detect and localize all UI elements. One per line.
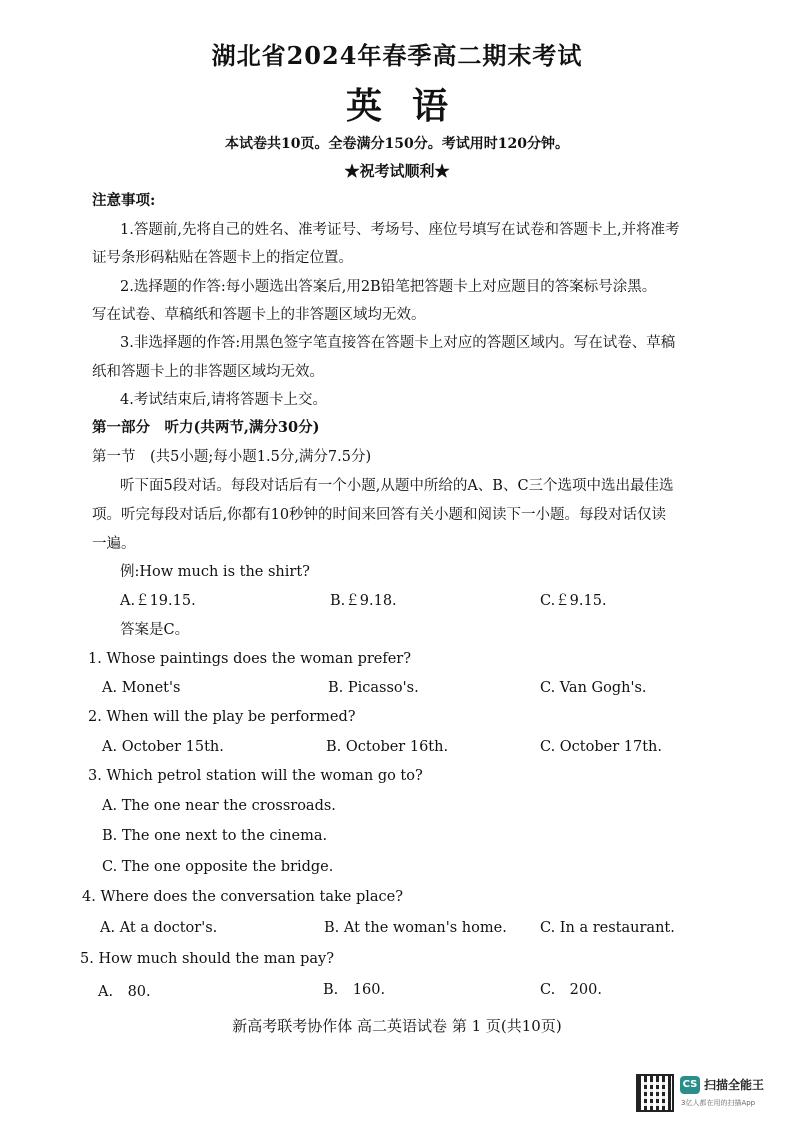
- exam-meta: 本试卷共10页。全卷满分150分。考试用时120分钟。: [225, 136, 569, 152]
- question-5: 5. How much should the man pay?: [80, 951, 334, 967]
- notice-item: 纸和答题卡上的非答题区域均无效。: [92, 364, 324, 380]
- question-3: 3. Which petrol station will the woman go to?: [88, 768, 423, 784]
- instruction-line: 一遍。: [92, 536, 136, 552]
- notice-item: 1.答题前,先将自己的姓名、准考证号、考场号、座位号填写在试卷和答题卡上,并将准考: [120, 222, 680, 238]
- part1-heading: 第一部分 听力(共两节,满分30分): [92, 419, 320, 436]
- question-4-option-c: C. In a restaurant.: [540, 920, 675, 936]
- notice-item: 3.非选择题的作答:用黑色签字笔直接答在答题卡上对应的答题区域内。写在试卷、草稿: [120, 335, 676, 351]
- instruction-line: 听下面5段对话。每段对话后有一个小题,从题中所给的A、B、C三个选项中选出最佳选: [120, 478, 674, 494]
- example-answer: 答案是C。: [120, 622, 190, 638]
- question-1-option-b: B. Picasso's.: [328, 680, 419, 696]
- camscanner-tagline: 3亿人都在用的扫描App: [681, 1099, 756, 1107]
- notice-heading: 注意事项:: [92, 192, 156, 209]
- page-footer: 新高考联考协作体 高二英语试卷 第 1 页(共10页): [232, 1017, 562, 1035]
- camscanner-logo-icon: CS: [680, 1076, 700, 1094]
- question-2-option-c: C. October 17th.: [540, 739, 662, 755]
- question-1-option-c: C. Van Gogh's.: [540, 680, 647, 696]
- question-4-option-a: A. At a doctor's.: [100, 920, 218, 936]
- notice-item: 4.考试结束后,请将答题卡上交。: [120, 392, 327, 408]
- question-4-option-b: B. At the woman's home.: [324, 920, 507, 936]
- blessing: ★祝考试顺利★: [344, 162, 450, 180]
- question-3-option-b: B. The one next to the cinema.: [102, 828, 328, 844]
- question-2: 2. When will the play be performed?: [88, 709, 356, 725]
- question-1: 1. Whose paintings does the woman prefer?: [88, 651, 412, 667]
- qr-code-icon: [636, 1074, 674, 1112]
- question-2-option-a: A. October 15th.: [102, 739, 224, 755]
- question-5-option-a: A. 80.: [98, 984, 151, 1000]
- example-option-b: B.￡9.18.: [330, 593, 397, 609]
- question-4: 4. Where does the conversation take place?: [82, 889, 403, 905]
- section1-heading: 第一节 (共5小题;每小题1.5分,满分7.5分): [92, 449, 372, 465]
- example-option-c: C.￡9.15.: [540, 593, 607, 609]
- notice-item: 写在试卷、草稿纸和答题卡上的非答题区域均无效。: [92, 307, 426, 323]
- example-option-a: A.￡19.15.: [120, 593, 196, 609]
- notice-item: 2.选择题的作答:每小题选出答案后,用2B铅笔把答题卡上对应题目的答案标号涂黑。: [120, 279, 657, 295]
- question-5-option-c: C. 200.: [540, 982, 602, 998]
- question-5-option-b: B. 160.: [323, 982, 386, 998]
- subject-title: 英语: [345, 85, 478, 127]
- camscanner-name: 扫描全能王: [704, 1078, 765, 1092]
- question-2-option-b: B. October 16th.: [326, 739, 449, 755]
- question-1-option-a: A. Monet's: [102, 680, 181, 696]
- question-3-option-a: A. The one near the crossroads.: [102, 798, 336, 814]
- exam-title: 湖北省2024年春季高二期末考试: [211, 41, 583, 70]
- question-3-option-c: C. The one opposite the bridge.: [102, 859, 334, 875]
- instruction-line: 项。听完每段对话后,你都有10秒钟的时间来回答有关小题和阅读下一小题。每段对话仅读: [92, 507, 667, 523]
- notice-item: 证号条形码粘贴在答题卡上的指定位置。: [92, 250, 353, 266]
- example-question: 例:How much is the shirt?: [120, 564, 310, 580]
